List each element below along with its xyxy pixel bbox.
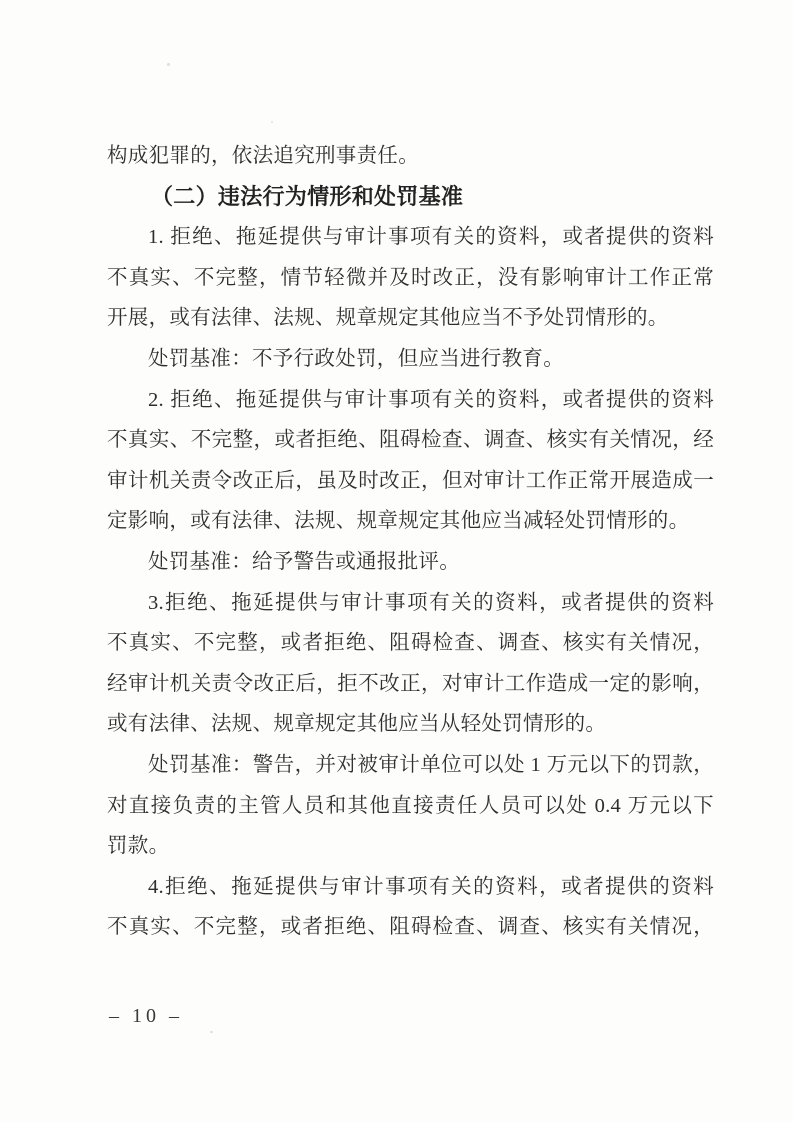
violation-item-3	[107, 583, 714, 745]
violation-item-1	[107, 217, 714, 339]
text-line: 处罚基准：警告，并对被审计单位可以处 1 万元以下的罚款，	[148, 753, 714, 776]
violation-item-2	[107, 380, 714, 542]
penalty-standard-1: 处罚基准：不予行政处罚，但应当进行教育。	[148, 347, 564, 370]
text-line: 不真实、不完整，或者拒绝、阻碍检查、调查、核实有关情况，经	[107, 429, 714, 452]
text-line: 不真实、不完整，情节轻微并及时改正，没有影响审计工作正常	[107, 266, 714, 289]
scan-speck	[210, 1031, 213, 1033]
text-line: 对直接负责的主管人员和其他直接责任人员可以处 0.4 万元以下	[107, 794, 714, 817]
page-number: – 10 –	[109, 1005, 183, 1027]
text-line: 4.拒绝、拖延提供与审计事项有关的资料，或者提供的资料	[148, 875, 714, 898]
penalty-standard-2: 处罚基准：给予警告或通报批评。	[148, 550, 460, 573]
text-line: 开展，或有法律、法规、规章规定其他应当不予处罚情形的。	[107, 307, 669, 330]
document-body	[107, 136, 714, 948]
scan-speck	[167, 63, 170, 66]
text-line: 1. 拒绝、拖延提供与审计事项有关的资料，或者提供的资料	[148, 226, 714, 249]
text-line: 3.拒绝、拖延提供与审计事项有关的资料，或者提供的资料	[148, 591, 714, 614]
text-line: 经审计机关责令改正后，拒不改正，对审计工作造成一定的影响，	[107, 672, 714, 695]
text-line: 定影响，或有法律、法规、规章规定其他应当减轻处罚情形的。	[107, 510, 690, 533]
text-line: 2. 拒绝、拖延提供与审计事项有关的资料，或者提供的资料	[148, 388, 714, 411]
text-line: 不真实、不完整，或者拒绝、阻碍检查、调查、核实有关情况，	[107, 916, 714, 939]
text-line: 罚款。	[107, 835, 170, 858]
continuation-paragraph: 构成犯罪的，依法追究刑事责任。	[107, 145, 419, 167]
penalty-standard-3	[107, 745, 714, 867]
violation-item-4	[107, 867, 714, 948]
text-line: 或有法律、法规、规章规定其他应当从轻处罚情形的。	[107, 713, 607, 736]
scan-speck	[271, 121, 273, 123]
text-line: 不真实、不完整，或者拒绝、阻碍检查、调查、核实有关情况，	[107, 632, 714, 655]
section-heading: （二）违法行为情形和处罚基准	[151, 183, 464, 209]
text-line: 审计机关责令改正后，虽及时改正，但对审计工作正常开展造成一	[107, 469, 714, 492]
